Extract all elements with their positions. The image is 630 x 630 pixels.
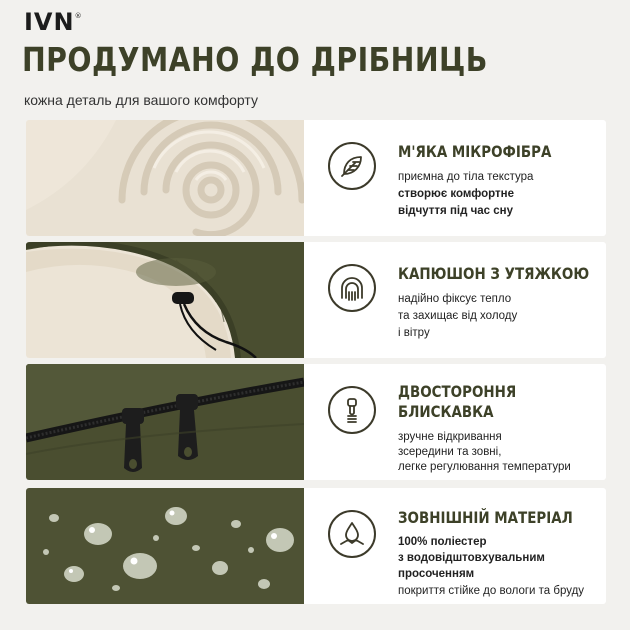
feature-title: БЛИСКАВКА [398, 402, 494, 421]
page-subtitle: кожна деталь для вашого комфорту [24, 92, 258, 108]
zipper-icon [328, 386, 376, 434]
feature-card-zipper [26, 364, 606, 480]
feature-text: і вітру [398, 327, 430, 339]
feature-title: ДВОСТОРОННЯ [398, 382, 517, 401]
feature-text: відчуття під час сну [398, 205, 513, 217]
feature-text: приємна до тіла текстура [398, 171, 534, 183]
feature-text: створює комфортне [398, 188, 514, 200]
feature-text: покриття стійке до вологи та бруду [398, 585, 585, 597]
water-drops-photo [26, 488, 304, 604]
brand-logo: IVN® [24, 8, 83, 36]
feature-title: ЗОВНІШНІЙ МАТЕРІАЛ [398, 508, 573, 527]
feature-text: просоченням [398, 568, 475, 580]
feature-text: зручне відкривання [398, 431, 502, 443]
feature-title: М'ЯКА МІКРОФІБРА [398, 142, 552, 161]
feature-card-microfiber [26, 120, 606, 236]
hood-photo [26, 242, 304, 358]
feature-title: КАПЮШОН З УТЯЖКОЮ [398, 264, 590, 283]
feature-card-outer-material [26, 488, 606, 604]
feather-icon [328, 142, 376, 190]
water-drop-icon [328, 510, 376, 558]
zipper-photo [26, 364, 304, 480]
microfiber-photo [26, 120, 304, 236]
feature-text: легке регулювання температури [398, 461, 571, 473]
feature-text: надійно фіксує тепло [398, 293, 512, 305]
drawstring-hood-icon [328, 264, 376, 312]
feature-text: та захищає від холоду [398, 310, 518, 322]
feature-card-hood [26, 242, 606, 358]
feature-text: зсередини та зовні, [398, 446, 502, 458]
page-title: ПРОДУМАНО ДО ДРІБНИЦЬ [22, 40, 488, 79]
feature-text: 100% поліестер [398, 536, 487, 548]
feature-text: з водовідштовхувальним [398, 552, 545, 564]
